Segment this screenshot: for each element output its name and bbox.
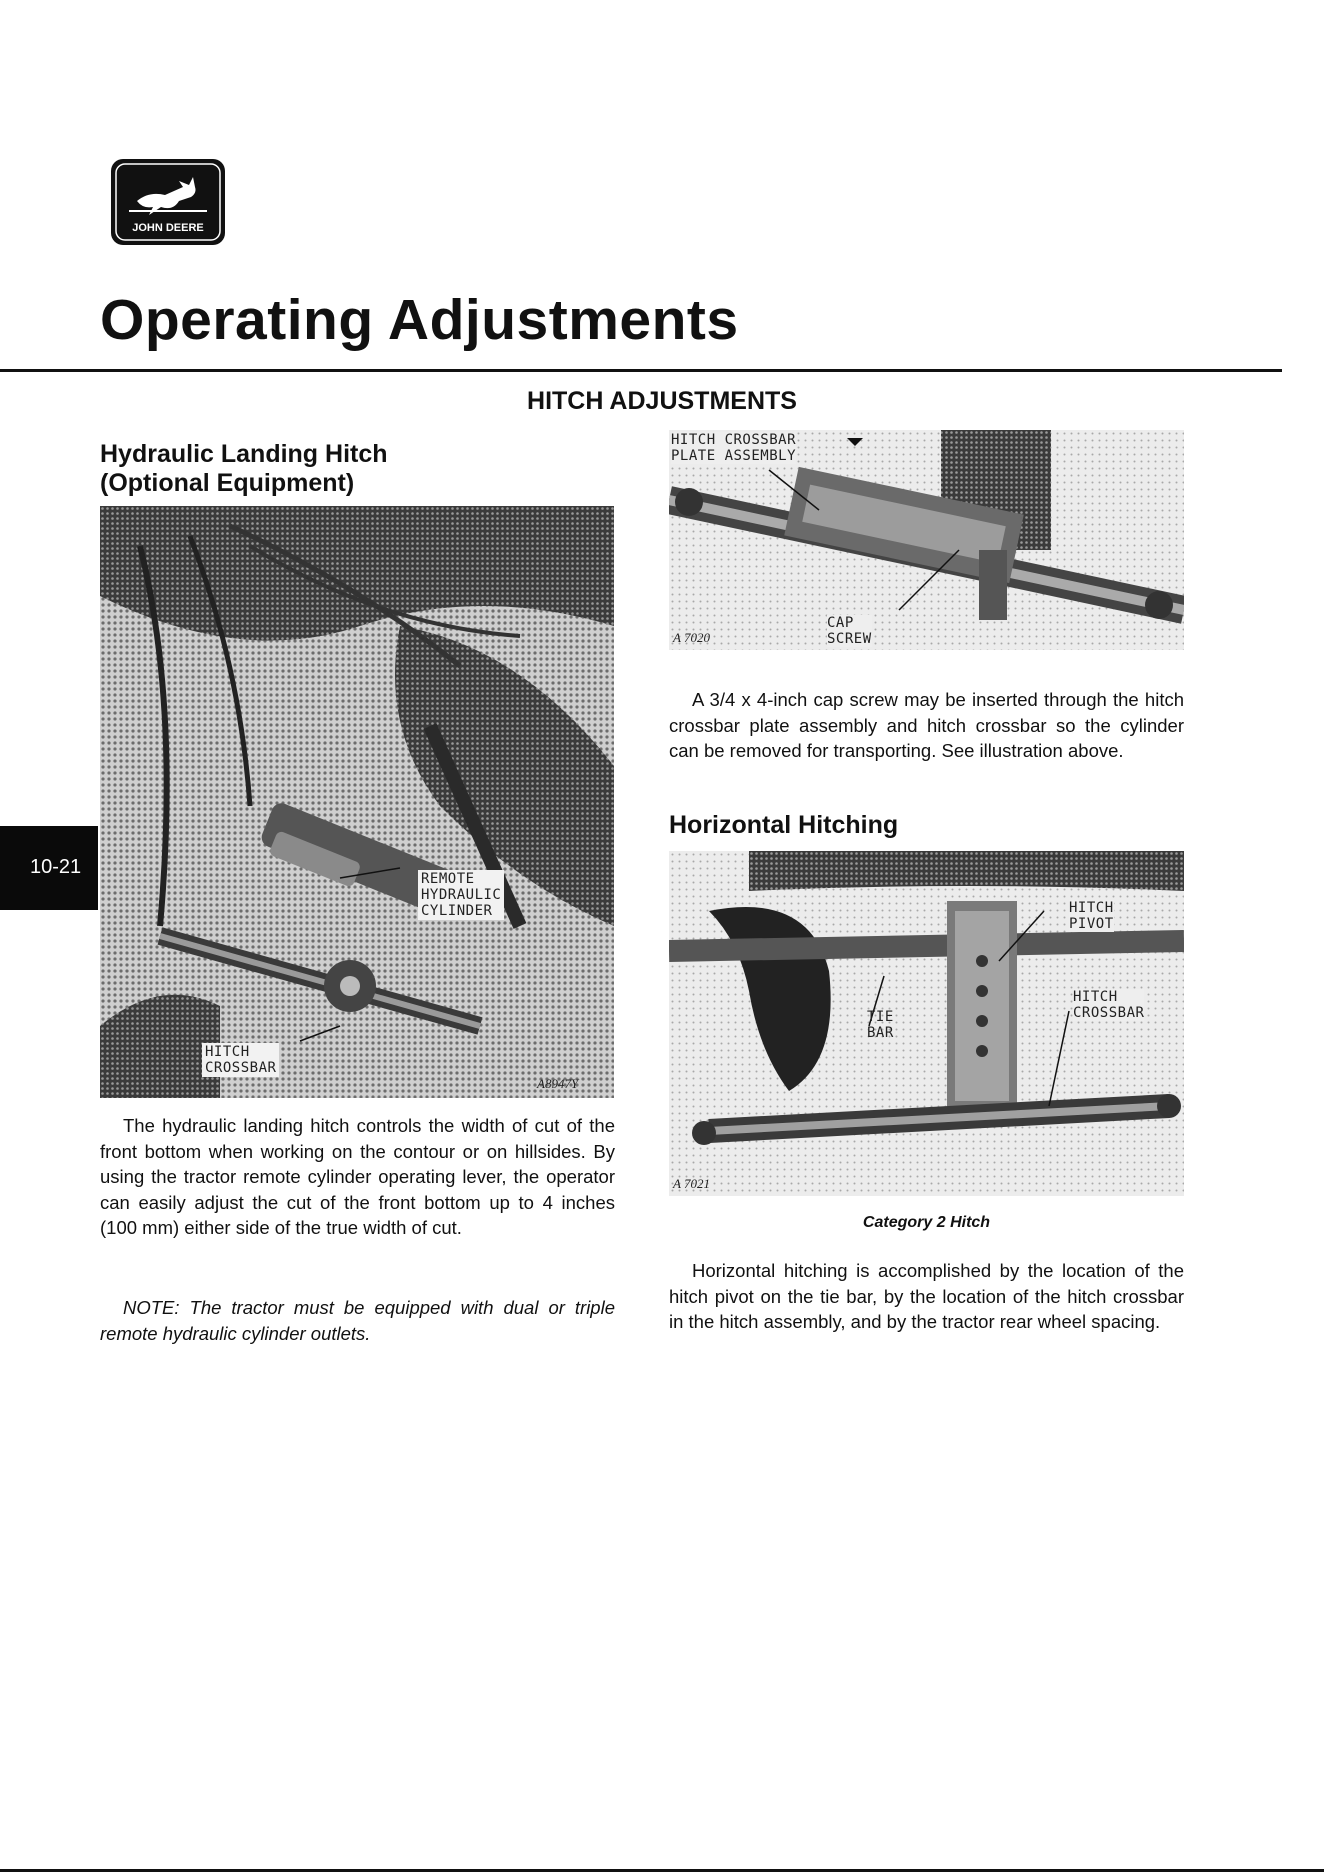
figure-number: A 7021 — [673, 1176, 710, 1191]
tie-bar-label: TIE BAR — [867, 1009, 894, 1041]
landing-hitch-description: The hydraulic landing hitch controls the width of cut of the front bottom when working on the contour or on hillsides. By using the tractor remote cylinder operating lever, the operator can easily adjust the cut of the front bottom up to 4 inches (100 mm) either side of the true width of cut. — [100, 1115, 615, 1238]
section-title: HITCH ADJUSTMENTS — [527, 387, 797, 415]
figure-number: A 7020 — [673, 630, 710, 645]
page-number: 10-21 — [30, 856, 82, 878]
category-2-hitch-photo — [669, 851, 1184, 1196]
hitch-crossbar-photo — [669, 430, 1184, 650]
subhead-line-1: Hydraulic Landing Hitch — [100, 440, 388, 468]
horizontal-hitching-description: Horizontal hitching is accomplished by the location of the hitch pivot on the tie bar, by the location of the hitch crossbar in the hitch assembly, and by the tractor rear wheel spacing. — [669, 1260, 1184, 1332]
logo-text: JOHN DEERE — [132, 222, 204, 234]
crossbar-plate-assembly-label: HITCH CROSSBAR PLATE ASSEMBLY — [671, 432, 797, 464]
subhead-line-2: (Optional Equipment) — [100, 469, 355, 497]
john-deere-logo — [109, 157, 227, 247]
hitch-crossbar-label: HITCH CROSSBAR — [202, 1043, 279, 1077]
hitch-crossbar-label: HITCH CROSSBAR — [1073, 989, 1145, 1021]
hydraulic-hitch-photo — [100, 506, 614, 1098]
title-rule — [0, 369, 1282, 372]
horizontal-hitching-heading: Horizontal Hitching — [669, 811, 899, 839]
cap-screw-description: A 3/4 x 4-inch cap screw may be inserted through the hitch crossbar plate assembly and hitch crossbar so the cylinder can be removed for transporting. See illustration above. — [669, 689, 1184, 761]
figure-caption: Category 2 Hitch — [862, 1214, 991, 1231]
note-text: NOTE: The tractor must be equipped with dual or triple remote hydraulic cylinder outlets. — [100, 1297, 615, 1344]
figure-number: A8947Y — [537, 1076, 579, 1091]
remote-hydraulic-cylinder-label: REMOTE HYDRAULIC CYLINDER — [418, 870, 504, 920]
page-title: Operating Adjustments — [100, 288, 739, 352]
cap-screw-label: CAP SCREW — [827, 615, 872, 647]
hitch-pivot-label: HITCH PIVOT — [1069, 900, 1114, 932]
hydraulic-landing-hitch-heading — [100, 440, 620, 498]
page-tab — [0, 826, 98, 910]
